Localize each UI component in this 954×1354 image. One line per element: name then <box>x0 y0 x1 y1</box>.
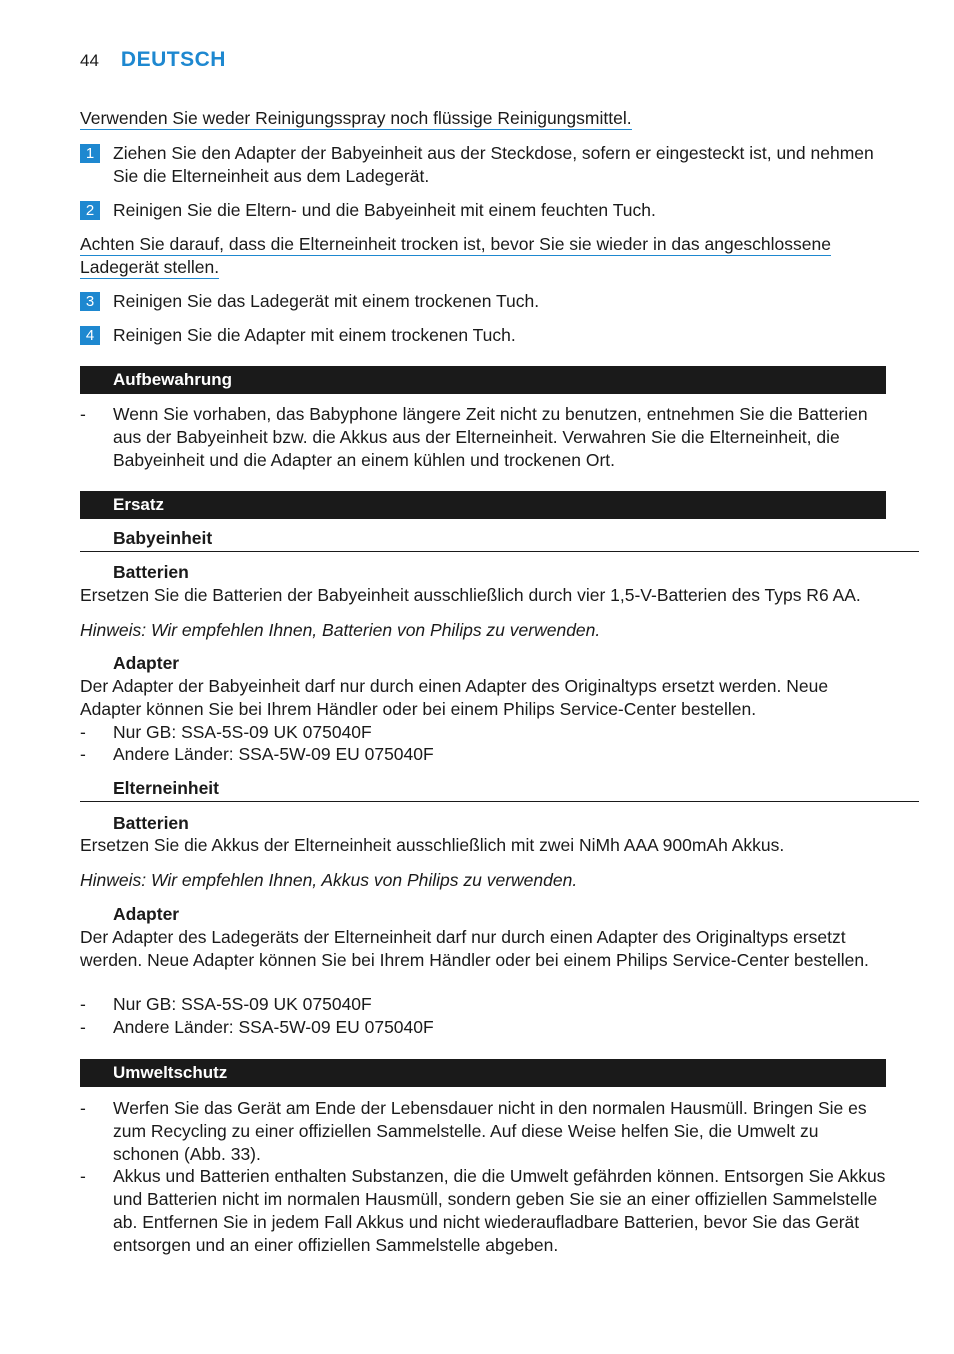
step-text: Reinigen Sie die Adapter mit einem trockenen Tuch. <box>113 325 516 345</box>
step-text: Reinigen Sie das Ladegerät mit einem trockenen Tuch. <box>113 291 540 311</box>
section-heading-storage: Aufbewahrung <box>80 366 886 394</box>
bullet-dash: - <box>80 404 86 424</box>
warning-dry-parent-unit: Achten Sie darauf, dass die Elterneinheit trocken ist, bevor Sie sie wieder in das angeschlossene Ladegerät stellen. <box>80 234 831 277</box>
parent-batteries-note: Hinweis: Wir empfehlen Ihnen, Akkus von Philips zu verwenden. <box>80 870 578 890</box>
bullet-text: Werfen Sie das Gerät am Ende der Lebensdauer nicht in den normalen Hausmüll. Bringen Sie es zum Recycling zu einer offiziellen Sammelstelle. Auf diese Weise helfen Sie, die Umwelt zu schonen (Abb. 33). <box>113 1098 867 1164</box>
storage-bullet <box>80 403 886 472</box>
step-2 <box>80 199 886 222</box>
environment-bullet <box>80 1097 886 1166</box>
language-title: DEUTSCH <box>120 48 226 71</box>
bullet-dash: - <box>80 744 86 764</box>
page-header <box>80 48 226 72</box>
parent-adapter-text: Der Adapter des Ladegeräts der Elterneinheit darf nur durch einen Adapter des Originaltyps ersetzt werden. Neue Adapter können Sie bei Ihrem Händler oder bei einem Philips Service-Center bestellen. <box>80 927 869 970</box>
step-text: Ziehen Sie den Adapter der Babyeinheit aus der Steckdose, sofern er eingesteckt ist, und nehmen Sie die Elterneinheit aus dem Ladegerät. <box>113 143 874 186</box>
subheading-parent-unit: Elterneinheit <box>80 777 919 802</box>
bullet-dash: - <box>80 1017 86 1037</box>
baby-adapter-text: Der Adapter der Babyeinheit darf nur durch einen Adapter des Originaltyps ersetzt werden. Neue Adapter können Sie bei Ihrem Händler oder bei einem Philips Service-Center bestellen. <box>80 676 829 719</box>
bullet-dash: - <box>80 1098 86 1118</box>
bullet-text: Wenn Sie vorhaben, das Babyphone längere Zeit nicht zu benutzen, entnehmen Sie die Batterien aus der Babyeinheit bzw. die Akkus aus der Elterneinheit. Verwahren Sie die Elterneinheit, die Babyeinheit und die Adapter an einem kühlen und trockenen Ort. <box>113 404 868 470</box>
step-number: 3 <box>80 292 100 311</box>
heading-batteries: Batterien <box>113 562 189 582</box>
heading-adapter: Adapter <box>113 904 180 924</box>
bullet-dash: - <box>80 994 86 1014</box>
step-number: 4 <box>80 326 100 345</box>
environment-bullet <box>80 1165 886 1257</box>
heading-batteries: Batterien <box>113 813 189 833</box>
step-number: 1 <box>80 144 100 163</box>
step-number: 2 <box>80 201 100 220</box>
step-1 <box>80 142 886 188</box>
section-heading-replacement: Ersatz <box>80 491 886 519</box>
subheading-baby-unit: Babyeinheit <box>80 527 919 552</box>
heading-adapter: Adapter <box>113 653 180 673</box>
parent-batteries-text: Ersetzen Sie die Akkus der Elterneinheit ausschließlich mit zwei NiMh AAA 900mAh Akkus. <box>80 835 785 855</box>
warning-no-spray: Verwenden Sie weder Reinigungsspray noch flüssige Reinigungsmittel. <box>80 108 632 128</box>
list-item: - Nur GB: SSA-5S-09 UK 075040F <box>80 994 372 1014</box>
bullet-text: Akkus und Batterien enthalten Substanzen, die die Umwelt gefährden können. Entsorgen Sie Akkus und Batterien nicht im normalen Hausmüll, sondern geben Sie sie an einer offiziellen Sammelstelle ab. Entfernen Sie in jedem Fall Akkus und nicht wiederaufladbare Batterien, bevor Sie das Gerät entsorgen und an einer offiziellen Sammelstelle abgeben. <box>113 1166 886 1255</box>
page-number: 44 <box>80 51 99 70</box>
baby-batteries-note: Hinweis: Wir empfehlen Ihnen, Batterien von Philips zu verwenden. <box>80 620 601 640</box>
section-heading-environment: Umweltschutz <box>80 1059 886 1087</box>
step-4 <box>80 324 886 347</box>
bullet-dash: - <box>80 1166 86 1186</box>
bullet-dash: - <box>80 722 86 742</box>
step-text: Reinigen Sie die Eltern- und die Babyeinheit mit einem feuchten Tuch. <box>113 200 656 220</box>
baby-batteries-text: Ersetzen Sie die Batterien der Babyeinheit ausschließlich durch vier 1,5-V-Batterien des Typs R6 AA. <box>80 585 861 605</box>
list-item: - Andere Länder: SSA-5W-09 EU 075040F <box>80 744 434 764</box>
step-3 <box>80 290 886 313</box>
list-item: - Andere Länder: SSA-5W-09 EU 075040F <box>80 1017 434 1037</box>
list-item: - Nur GB: SSA-5S-09 UK 075040F <box>80 722 372 742</box>
